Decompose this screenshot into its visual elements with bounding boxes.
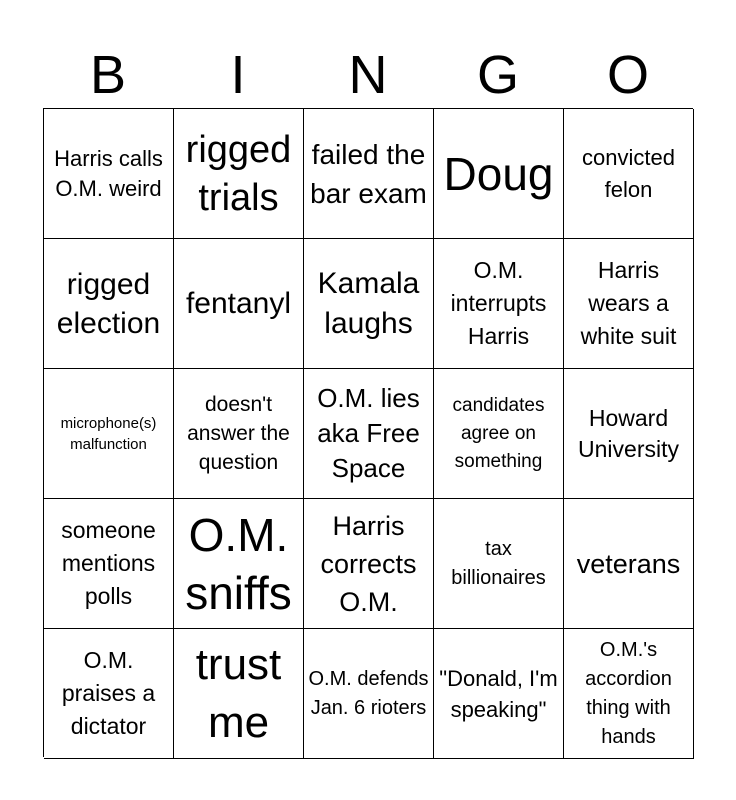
bingo-cell[interactable] [174, 499, 304, 629]
bingo-cell[interactable] [564, 239, 694, 369]
bingo-cell[interactable] [304, 239, 434, 369]
header-letter-o: O [606, 45, 649, 105]
bingo-cell[interactable] [44, 499, 174, 629]
bingo-cell[interactable] [174, 629, 304, 759]
header-letter-g: G [476, 45, 519, 105]
bingo-cell-label: O.M. interrupts Harris [450, 257, 547, 349]
bingo-cell-label: convicted felon [582, 144, 675, 202]
bingo-cell-label: candidates agree on something [452, 394, 545, 472]
bingo-cell-label: Harris wears a white suit [580, 257, 677, 349]
bingo-cell[interactable] [304, 629, 434, 759]
header-letter-b: B [89, 45, 127, 105]
bingo-cell[interactable] [174, 239, 304, 369]
bingo-cell-label: veterans [576, 548, 681, 579]
bingo-cell-label: trust me [195, 639, 282, 747]
bingo-cell[interactable] [44, 369, 174, 499]
bingo-cell[interactable] [174, 109, 304, 239]
header-letter-i: I [230, 45, 246, 105]
bingo-cell-label: failed the bar exam [310, 138, 427, 209]
bingo-cell-label: doesn't answer the question [187, 393, 290, 474]
bingo-cell-label: O.M. lies aka Free Space [317, 383, 420, 483]
bingo-cell-label: O.M. sniffs [185, 508, 292, 619]
bingo-cell-label: O.M. defends Jan. 6 rioters [308, 667, 429, 719]
bingo-cell[interactable] [44, 109, 174, 239]
bingo-cell-label: Harris calls O.M. weird [54, 145, 163, 201]
bingo-header [43, 42, 693, 108]
bingo-cell-label: someone mentions polls [61, 517, 156, 609]
bingo-cell-label: tax billionaires [451, 537, 546, 589]
bingo-cell[interactable] [564, 499, 694, 629]
bingo-cell-label: Howard University [578, 404, 679, 462]
bingo-cell[interactable] [44, 239, 174, 369]
bingo-cell[interactable] [304, 109, 434, 239]
bingo-cell[interactable] [434, 499, 564, 629]
bingo-grid [43, 108, 693, 757]
bingo-cell[interactable] [434, 109, 564, 239]
bingo-cell[interactable] [174, 369, 304, 499]
bingo-cell[interactable] [564, 369, 694, 499]
bingo-cell[interactable] [304, 369, 434, 499]
bingo-cell[interactable] [434, 239, 564, 369]
bingo-cell[interactable] [434, 629, 564, 759]
bingo-cell[interactable] [564, 109, 694, 239]
bingo-cell-label: Kamala laughs [317, 266, 420, 340]
bingo-cell-label: "Donald, I'm speaking" [439, 665, 558, 722]
header-letter-n: N [348, 45, 388, 105]
bingo-cell-label: O.M. praises a dictator [61, 647, 156, 739]
bingo-cell-label: O.M.'s accordion thing with hands [585, 638, 672, 748]
bingo-cell-label: Harris corrects O.M. [320, 510, 417, 617]
bingo-cell[interactable] [434, 369, 564, 499]
bingo-cell[interactable] [564, 629, 694, 759]
bingo-cell-label: rigged trials [185, 128, 292, 219]
bingo-cell[interactable] [304, 499, 434, 629]
bingo-cell-label: Doug [443, 147, 554, 200]
bingo-cell-label: rigged election [56, 267, 161, 340]
bingo-cell-label: microphone(s) malfunction [60, 414, 157, 453]
bingo-cell-label: fentanyl [185, 286, 292, 320]
bingo-cell[interactable] [44, 629, 174, 759]
